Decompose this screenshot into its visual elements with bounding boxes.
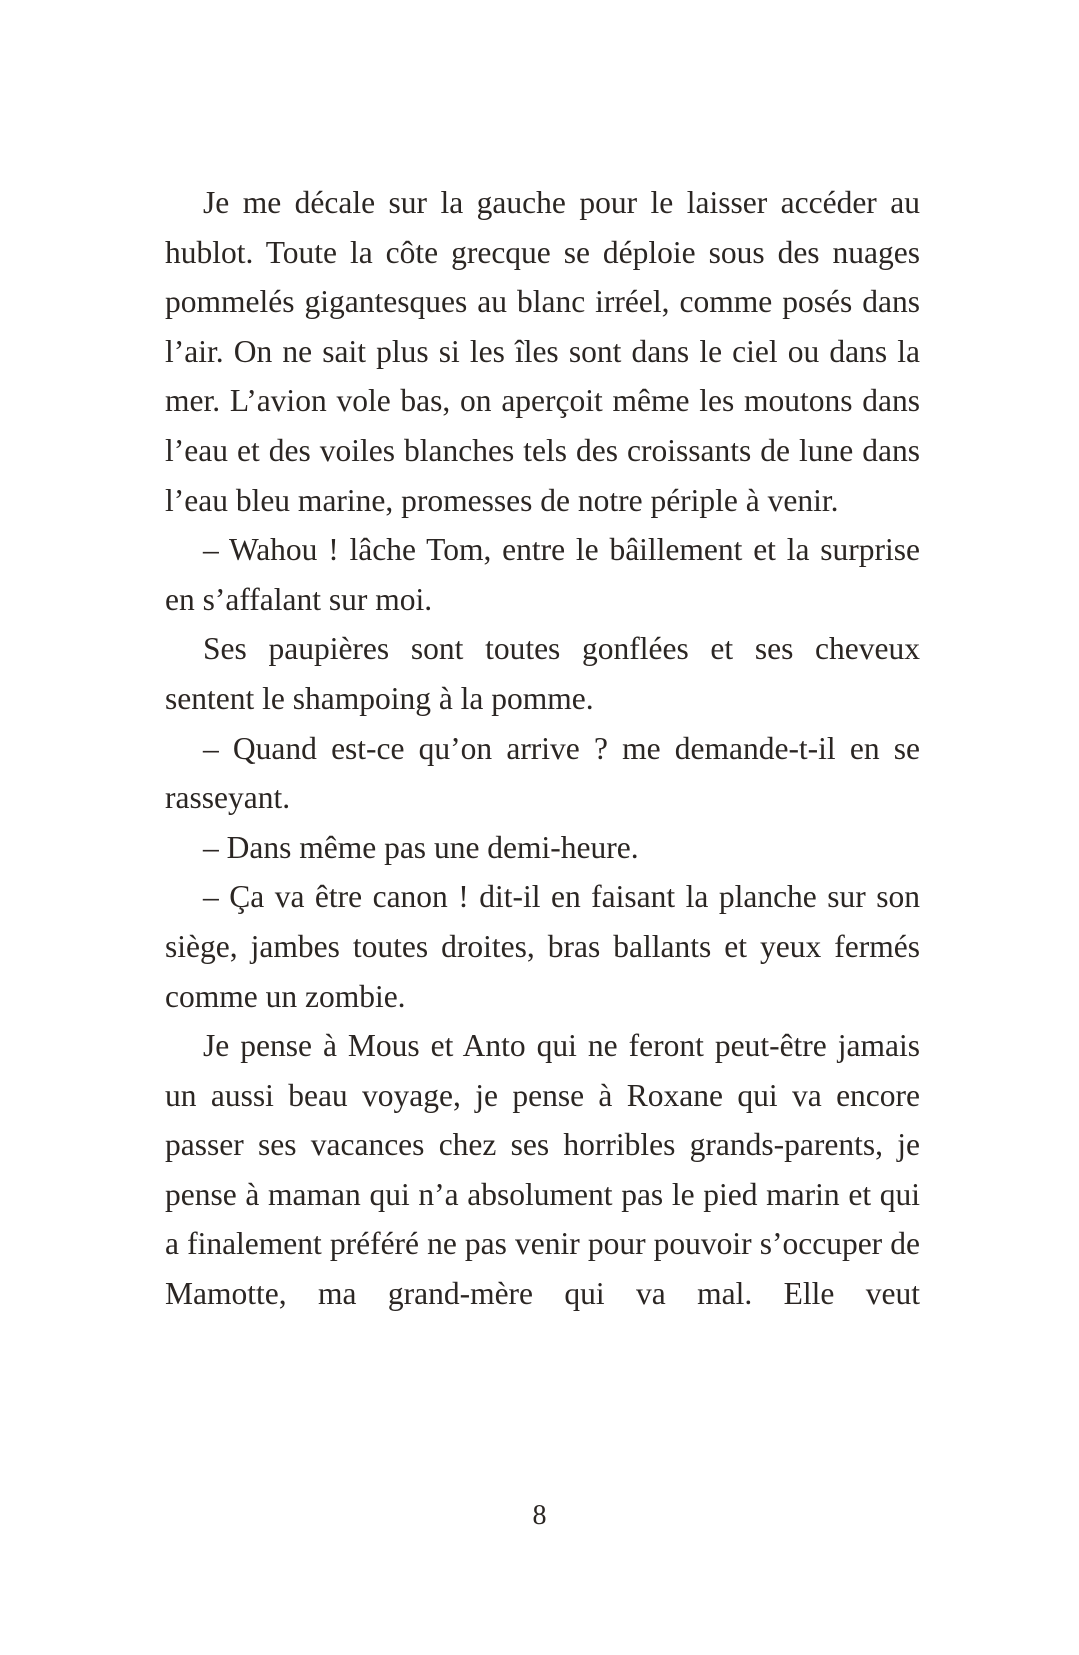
body-text <box>165 178 920 1319</box>
paragraph-3: Ses paupières sont toutes gonflées et ses cheveux sentent le shampoing à la pomme. <box>165 631 920 716</box>
paragraph-1: Je me décale sur la gauche pour le laisser accéder au hublot. Toute la côte grecque se déploie sous des nuages pommelés gigantesques au blanc irréel, comme posés dans l’air. On ne sait plus si les îles sont dans le ciel ou dans la mer. L’avion vole bas, on aperçoit même les moutons dans l’eau et des voiles blanches tels des croissants de lune dans l’eau bleu marine, promesses de notre périple à venir. <box>165 185 920 518</box>
paragraph-7: Je pense à Mous et Anto qui ne feront peut-être jamais un aussi beau voyage, je pense à Roxane qui va encore passer ses vacances chez ses horribles grands-parents, je pense à maman qui n’a absolument pas le pied marin et qui a finalement préféré ne pas venir pour pouvoir s’occuper de Mamotte, ma grand-mère qui va mal. Elle veut <box>165 1028 920 1312</box>
page-number: 8 <box>532 1500 547 1531</box>
paragraph-2: – Wahou ! lâche Tom, entre le bâillement et la surprise en s’affalant sur moi. <box>165 532 920 617</box>
paragraph-4: – Quand est-ce qu’on arrive ? me demande-t-il en se rasseyant. <box>165 730 920 816</box>
paragraph-6: – Ça va être canon ! dit-il en faisant la planche sur son siège, jambes toutes droites, bras ballants et yeux fermés comme un zombie. <box>165 879 920 1014</box>
paragraph-5: – Dans même pas une demi-heure. <box>203 829 639 865</box>
